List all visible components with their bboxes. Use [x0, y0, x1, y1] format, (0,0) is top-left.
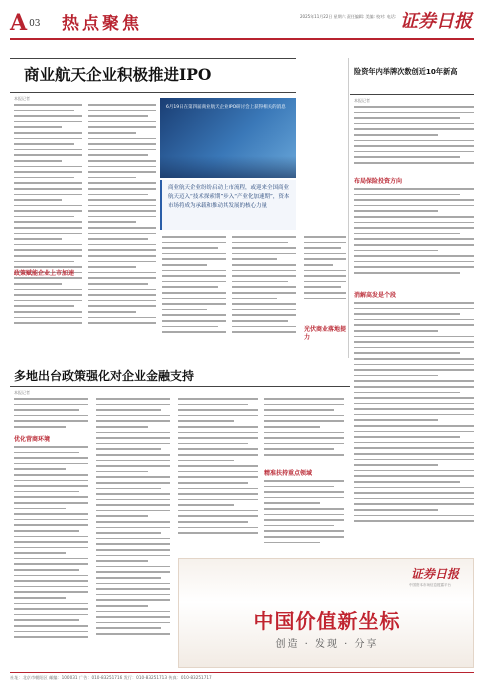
page-number: A 03	[10, 10, 41, 36]
ad-title: 中国价值新坐标	[253, 609, 401, 633]
second-subhead-1: 优化营商环境	[14, 436, 51, 443]
lead-headline: 商业航天企业积极推进IPO	[24, 65, 212, 84]
header-meta: 2025年11月22日 星期六 责任编辑: 美编: 校对: 电话:	[300, 14, 397, 19]
lead-column-3	[162, 236, 226, 346]
lead-subhead-1: 政策赋能企业上市加速	[14, 270, 75, 277]
right-byline: 本报记者	[354, 98, 370, 103]
lead-column-2	[88, 104, 156, 344]
right-rule	[350, 94, 474, 95]
page-footer: 社址：北京市朝阳区 邮编：100031 广告：010-83251716 发行：010-83251713 传真：010-83251717	[10, 672, 474, 690]
right-headline: 险资年内举牌次数创近10年新高	[354, 67, 458, 76]
second-byline: 本报记者	[14, 390, 30, 395]
page-header	[10, 10, 474, 40]
second-column-3	[178, 398, 258, 552]
second-subhead-2: 精准扶持重点领域	[264, 470, 313, 477]
lead-photo	[160, 98, 296, 178]
second-column-1b	[14, 446, 88, 666]
lead-top-rule	[10, 58, 296, 59]
ad-logo: 证券日报	[411, 567, 460, 581]
lead-byline: 本报记者	[14, 96, 30, 101]
lead-bottom-rule	[10, 92, 296, 93]
lead-column-1	[14, 104, 82, 344]
photo-caption: 商业航天企业纷纷启动上市流程，或迎来全国商业航天迈入“技术探索期”步入“产业化加速期”，资本市场将成为承载和推动其发展的核心力量	[160, 180, 296, 230]
lead-column-4	[232, 236, 296, 346]
second-column-4a	[264, 398, 344, 468]
lead-subhead-2: 光伏商业落地提力	[304, 326, 347, 341]
right-subhead-2: 消解高发是个段	[354, 292, 397, 299]
right-column-text-2	[354, 188, 474, 288]
column-divider	[348, 58, 349, 358]
brand-logo: 证券日报	[400, 11, 472, 32]
second-headline: 多地出台政策强化对企业金融支持	[14, 369, 195, 383]
right-column-text-3	[354, 302, 474, 542]
section-title: 热点聚焦	[62, 14, 142, 34]
second-rule	[10, 386, 350, 387]
right-subhead-1: 布局保险投资方向	[354, 178, 403, 185]
ad-tagline: 中国资本市场信息披露平台	[409, 583, 451, 587]
ad-slogan: 创造 · 发现 · 分享	[275, 639, 379, 650]
right-column-text-1	[354, 106, 474, 176]
second-column-1a	[14, 398, 88, 434]
second-column-2	[96, 398, 170, 666]
photo-banner: 6月19日在第四届商业航天企业IPO研讨会上获得相关的消息	[166, 105, 286, 110]
advertisement[interactable]	[178, 558, 474, 668]
second-column-4b	[264, 480, 344, 552]
